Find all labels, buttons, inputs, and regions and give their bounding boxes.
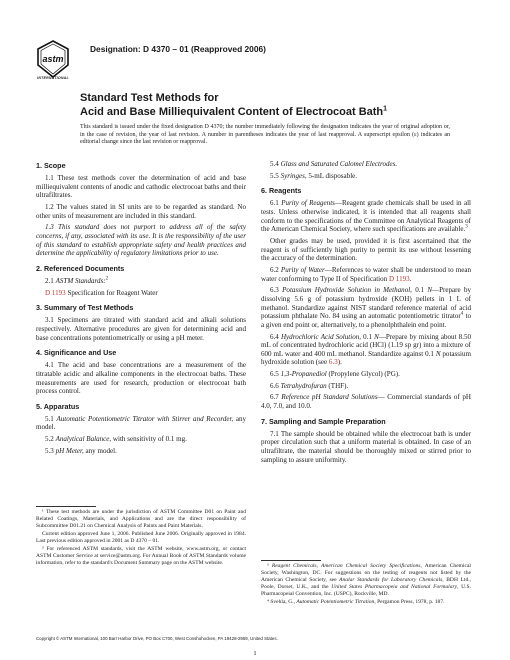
footnote-3: ³ Reagent Chemicals, American Chemical Society Specifications, American Chemical Society, Washington, DC. For suggestions on the testing of reagents not listed by the American Chemical Society, see Analar Standards for Laboratory Chemicals, BDH Ltd., Poole, Dorset, U.K., and the United States Pharmacopeia and National Formulary, U.S. Pharmacopeial Convention, Inc. (USPC), Rockville, MD. (261, 563, 471, 597)
paragraph-6-3: 6.3 Potassium Hydroxide Solution in Methanol, 0.1 N—Prepare by dissolving 5.6 g of potassium hydroxide (KOH) pellets in 1 L of methanol. Standardize against NIST standard reference material of acid potassium phthalate No. 84 using an automatic potentiometric titrator$^4$ to a given end point or, alternatively, to a phenolphthalein end point. (261, 286, 471, 329)
paragraph-1-3: 1.3 This standard does not purport to address all of the safety concerns, if any, associated with its use. It is the responsibility of the user of this standard to establish appropriate safety and health practices and determine the applicability of regulatory limitations prior to use. (36, 223, 246, 258)
footnote-divider-right (261, 560, 321, 561)
link-d1193[interactable]: D 1193 (388, 274, 410, 283)
footnote-1: ¹ These test methods are under the jurisdiction of ASTM Committee D01 on Paint and Related Coatings, Materials, and Applications and are the direct responsibility of Subcommittee D01.21 on Chemical Analysis of Paints and Paint Materials. (36, 509, 246, 529)
right-column (261, 160, 471, 470)
section-heading: 7. Sampling and Sample Preparation (261, 416, 386, 426)
section-sampling (261, 417, 471, 465)
left-column (36, 161, 246, 461)
section-heading: 1. Scope (36, 161, 66, 170)
title-main: Acid and Base Milliequivalent Content of Electrocoat Bath (80, 105, 384, 118)
paragraph-5-3: 5.3 pH Meter, any model. (45, 446, 117, 455)
link-d1193[interactable]: D 1193 (45, 288, 66, 297)
section-significance (36, 348, 246, 396)
footnote-1-b: Current edition approved June 1, 2006. Published June 2006. Originally approved in 1984. Last previous edition approved in 2001 as D 4370 – 01. (36, 531, 246, 544)
paragraph-6-2: 6.2 Purity of Water—References to water shall be understood to mean water conforming to Type II of Specification D 1193. (261, 265, 471, 283)
paragraph-1-1: 1.1 These test methods cover the determination of acid and base milliequivalent contents of anodic and cathodic electrocoat baths and their ultrafiltrates. (36, 174, 246, 200)
footnote-2: ² For referenced ASTM standards, visit the ASTM website, www.astm.org, or contact ASTM Customer Service at service@astm.org. For Annual Book of ASTM Standards volume information, refer to the standard's Document Summary page on the ASTM website. (36, 546, 246, 566)
logo-caption: INTERNATIONAL (37, 76, 69, 80)
title-line-1: Standard Test Methods for (80, 92, 219, 104)
reference-d1193: D 1193 Specification for Reagent Water (45, 288, 158, 297)
page-number: 1 (253, 650, 257, 657)
paragraph-6-6: 6.6 Tetrahydrofuran (THF). (270, 381, 349, 390)
section-heading: 2. Referenced Documents (36, 263, 125, 273)
section-referenced-documents (36, 264, 246, 297)
astm-logo-icon (36, 40, 70, 78)
section-scope (36, 161, 246, 258)
title-line-2 (80, 106, 460, 120)
section-apparatus (36, 402, 246, 456)
section-summary (36, 303, 246, 342)
title-footnote-marker: 1 (383, 104, 388, 112)
paragraph-2-1: 2.1 ASTM Standards:$^2$ (45, 276, 109, 285)
copyright-line: Copyright © ASTM International, 100 Barr Harbor Drive, PO Box C700, West Conshohocken, PA 19428-2959, United States. (36, 636, 278, 641)
paragraph-5-2: 5.2 Analytical Balance, with sensitivity of 0.1 mg. (45, 435, 187, 444)
paragraph-5-4: 5.4 Glass and Saturated Calomel Electrodes. (270, 160, 398, 168)
paragraph-7-1: 7.1 The sample should be obtained while the electrocoat bath is under proper circulation such that a uniform material is obtained. In case of an ultrafiltrate, the material should be thoroughly mixed or stirred prior to sampling to assure uniformity. (261, 429, 471, 464)
paragraph-6-5: 6.5 1,3-Propanediol (Propylene Glycol) (PG). (270, 370, 400, 379)
paragraph-6-4: 6.4 Hydrochloric Acid Solution, 0.1 N—Prepare by mixing about 8.50 mL of concentrated hydrochloric acid (HCl) (1.19 sp gr) into a mixture of 600 mL water and 400 mL methanol. Standardize against 0.1 N potassium hydroxide solution (see 6.3). (261, 332, 471, 367)
section-heading: 6. Reagents (261, 186, 302, 196)
paragraph-6-7: 6.7 Reference pH Standard Solutions— Commercial standards of pH 4.0, 7.0, and 10.0. (261, 393, 471, 411)
paragraph-5-1: 5.1 Automatic Potentiometric Titrator with Stirrer and Recorder, any model. (36, 414, 247, 432)
document-title (80, 92, 460, 119)
issuance-note: This standard is issued under the fixed designation D 4370; the number immediately following the designation indicates the year of original adoption or, in the case of revision, the year of last revision. A number in parentheses indicates the year of last reapproval. A superscript epsilon (ε) indicates an editorial change since the last revision or reapproval. (80, 124, 450, 146)
footnote-4: ⁴ Svehla, G., Automatic Potentiometric Titration, Pergamon Press, 1978, p. 187. (267, 599, 445, 605)
paragraph-1-2: 1.2 The values stated in SI units are to be regarded as standard. No other units of measurement are included in this standard. (36, 202, 246, 220)
section-heading: 3. Summary of Test Methods (36, 303, 134, 313)
footnotes-left (36, 509, 246, 568)
footnote-divider-left (36, 506, 96, 507)
section-reagents (261, 186, 471, 410)
paragraph-5-5: 5.5 Syringes, 5-mL disposable. (270, 171, 358, 180)
paragraph-3-1: 3.1 Specimens are titrated with standard acid and alkali solutions respectively. Alternative procedures are given for determining acid and base concentrations potentiometrically or using a pH meter. (36, 316, 246, 342)
paragraph-6-1: 6.1 Purity of Reagents—Reagent grade chemicals shall be used in all tests. Unless otherwise indicated, it is intended that all reagents shall conform to the specifications of the Committee on Analytical Reagents of the American Chemical Society, where such specifications are available.$^3$ (261, 199, 471, 234)
designation: Designation: D 4370 – 01 (Reapproved 2006) (90, 44, 266, 54)
paragraph-4-1: 4.1 The acid and base concentrations are a measurement of the titratable acidic and alkaline components in the electrocoat baths. These measurements are used for research, production or electrocoat bath process control. (36, 361, 246, 396)
section-heading: 4. Significance and Use (36, 348, 117, 358)
section-heading: 5. Apparatus (36, 401, 80, 411)
link-6-3[interactable]: 6.3 (328, 358, 338, 367)
paragraph-6-1-b: Other grades may be used, provided it is first ascertained that the reagent is of sufficiently high purity to permit its use without lessening the accuracy of the determination. (261, 236, 471, 263)
svg-text:astm: astm (42, 54, 64, 64)
footnotes-right (261, 563, 471, 607)
